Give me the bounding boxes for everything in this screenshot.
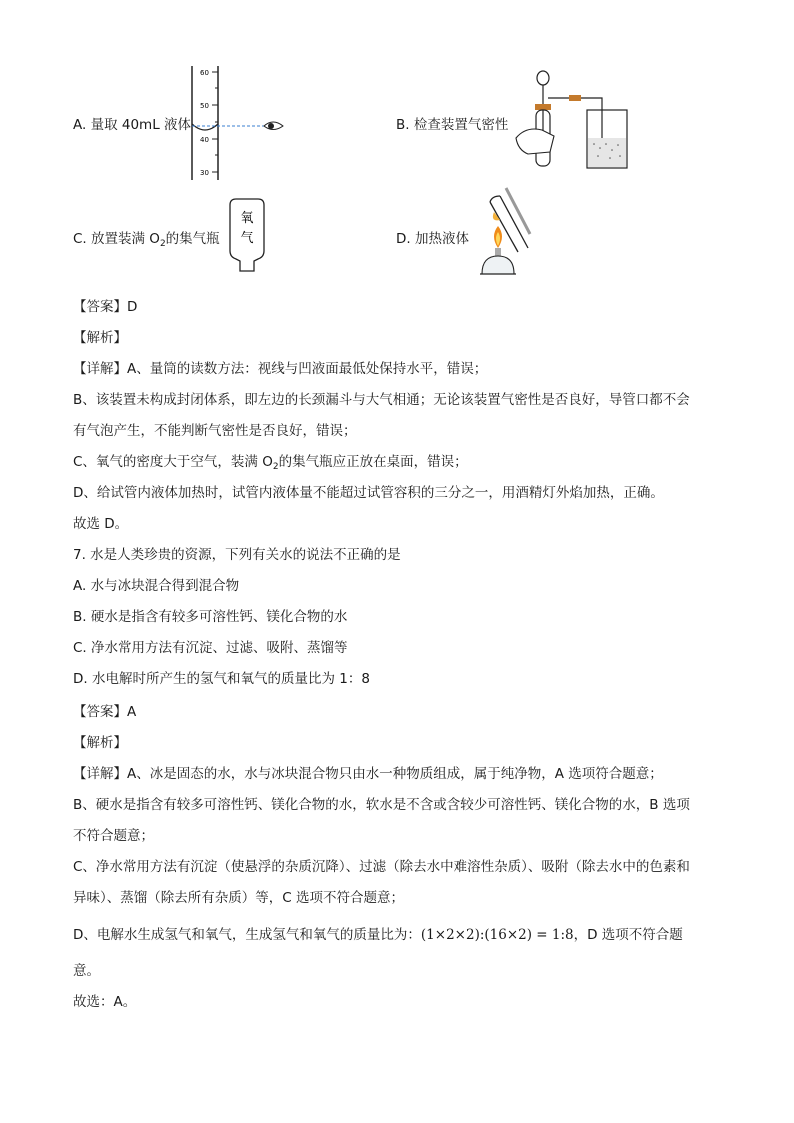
tick-label: 30	[200, 169, 209, 177]
q6-analysis-heading: 【解析】	[73, 330, 127, 346]
q7-option-a: A. 水与冰块混合得到混合物	[73, 578, 240, 594]
hand-icon	[516, 129, 554, 154]
airtightness-apparatus-figure	[514, 68, 644, 176]
heating-liquid-figure	[470, 186, 540, 288]
q7-detail-b-cont: 不符合题意；	[73, 828, 154, 844]
q7-detail-d	[73, 926, 683, 944]
tick-label: 50	[200, 102, 209, 110]
q7-option-b: B. 硬水是指含有较多可溶性钙、镁化合物的水	[73, 609, 348, 625]
subscript: 2	[272, 462, 279, 472]
q7-option-c: C. 净水常用方法有沉淀、过滤、吸附、蒸馏等	[73, 640, 348, 656]
q7-detail-d-cont: 意。	[73, 963, 100, 979]
tick-label: 60	[200, 69, 209, 77]
option-d-label: D. 加热液体	[396, 231, 469, 247]
bottle-label-char: 气	[240, 231, 254, 246]
option-c-text: 的集气瓶	[165, 231, 220, 247]
tick-label: 40	[200, 136, 209, 144]
option-c-text: C. 放置装满 O	[73, 231, 160, 247]
q6-detail-c-text: 的集气瓶应正放在桌面，错误；	[278, 454, 468, 470]
q7-option-d: D. 水电解时所产生的氢气和氧气的质量比为 1：8	[73, 671, 370, 687]
flame-icon	[494, 226, 502, 248]
gas-bottle-figure	[224, 197, 270, 275]
graduated-cylinder-figure	[190, 62, 290, 184]
q6-detail-b: B、该装置未构成封闭体系，即左边的长颈漏斗与大气相通；无论该装置气密性是否良好，导管口都不会	[73, 392, 690, 408]
bottle-label-char: 氧	[240, 211, 254, 226]
option-c-label	[73, 230, 220, 253]
q6-detail-b-cont: 有气泡产生，不能判断气密性是否良好，错误；	[73, 423, 357, 439]
q7-detail-d-text: ，D 选项不符合题	[573, 927, 683, 943]
q6-detail-d: D、给试管内液体加热时，试管内液体量不能超过试管容积的三分之一，用酒精灯外焰加热，正确。	[73, 485, 664, 501]
q6-answer: 【答案】D	[73, 299, 138, 315]
q7-detail-a: 【详解】A、冰是固态的水，水与冰块混合物只由水一种物质组成，属于纯净物，A 选项符合题意；	[73, 766, 663, 782]
q6-detail-a: 【详解】A、量筒的读数方法：视线与凹液面最低处保持水平，错误；	[73, 361, 488, 377]
q6-choice: 故选 D。	[73, 516, 129, 532]
q7-detail-c: C、净水常用方法有沉淀（使悬浮的杂质沉降）、过滤（除去水中难溶性杂质）、吸附（除去水中的色素和	[73, 859, 690, 875]
q7-answer: 【答案】A	[73, 704, 137, 720]
q7-detail-b: B、硬水是指含有较多可溶性钙、镁化合物的水，软水是不含或含较少可溶性钙、镁化合物的水，B 选项	[73, 797, 690, 813]
q7-choice: 故选：A。	[73, 994, 137, 1010]
q7-detail-d-text: D、电解水生成氢气和氧气，生成氢气和氧气的质量比为：	[73, 927, 421, 943]
q7-stem: 7. 水是人类珍贵的资源，下列有关水的说法不正确的是	[73, 547, 401, 563]
q6-detail-c-text: C、氧气的密度大于空气，装满 O	[73, 454, 273, 470]
mass-ratio-formula: (1×2×2):(16×2) = 1:8	[420, 927, 574, 943]
q6-detail-c	[73, 453, 468, 476]
option-a-label: A. 量取 40mL 液体	[73, 117, 192, 133]
q7-detail-c-cont: 异味）、蒸馏（除去所有杂质）等，C 选项不符合题意；	[73, 890, 404, 906]
q7-analysis-heading: 【解析】	[73, 735, 127, 751]
subscript: 2	[159, 239, 166, 249]
option-b-label: B. 检查装置气密性	[396, 117, 509, 133]
alcohol-lamp-icon	[480, 248, 516, 274]
eye-icon	[264, 122, 283, 130]
